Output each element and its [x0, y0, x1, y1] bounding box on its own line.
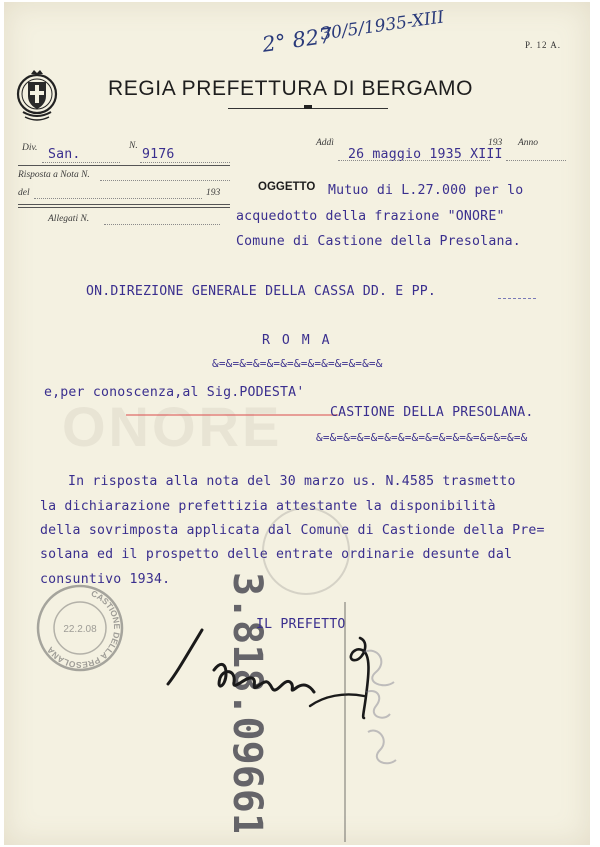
protocol-number: 9176 [142, 147, 175, 162]
cc-line: e,per conoscenza,al Sig.PODESTA' [44, 385, 305, 400]
del-rule [34, 198, 202, 199]
date-rule [338, 160, 490, 161]
risposta-rule [100, 180, 230, 181]
del-suffix: 193 [206, 188, 221, 198]
vertical-number-text: 3.818.09661 [224, 572, 270, 832]
recipient-line: ON.DIREZIONE GENERALE DELLA CASSA DD. E PP. [86, 284, 437, 299]
decorative-line-1: &=&=&=&=&=&=&=&=&=&=&=&=& [212, 357, 383, 370]
allegati-label: Allegati N. [48, 214, 90, 224]
coat-of-arms-icon [15, 68, 59, 128]
oggetto-line-2: acquedotto della frazione "ONORE" [236, 209, 505, 224]
n-label: N. [129, 141, 138, 151]
faint-stamp [262, 507, 350, 595]
divider-line [18, 207, 230, 208]
body-line-2: la dichiarazione prefettizia attestante la disponibilità [40, 499, 496, 514]
red-underline [126, 414, 338, 416]
body-line-4: solana ed il prospetto delle entrate ordinarie desunte dal [40, 547, 513, 562]
addi-label: Addì [316, 138, 334, 148]
handwritten-protocol-number: 2° 827 [260, 23, 334, 57]
year-label: 193 [488, 138, 503, 148]
div-value: San. [48, 147, 81, 162]
body-line-1: In risposta alla nota del 30 marzo us. N.4585 trasmetto [68, 474, 516, 489]
onore-watermark: ONORE [62, 395, 283, 458]
page-reference: P. 12 A. [525, 40, 562, 50]
decorative-line-2: &=&=&=&=&=&=&=&=&=&=&=&=&=&=&=& [316, 431, 528, 444]
n-rule [140, 162, 230, 163]
anno-rule [506, 160, 566, 161]
div-rule [42, 162, 120, 163]
round-stamp [34, 582, 126, 674]
anno-label: Anno [518, 138, 539, 148]
body-line-5: consuntivo 1934. [40, 572, 171, 587]
stamp-date: 22.2.08 [63, 624, 97, 635]
divider-line [18, 204, 230, 205]
div-label: Div. [22, 143, 38, 153]
stamp-text: CASTIONE DELLA PRESOLANA [44, 588, 123, 671]
cc-place: CASTIONE DELLA PRESOLANA. [330, 405, 534, 420]
signature-title: IL PREFETTO [256, 617, 346, 632]
recipient-city: R O M A [262, 333, 332, 348]
pencil-annotation [354, 642, 424, 782]
margin-mark [498, 298, 536, 299]
risposta-label: Risposta a Nota N. [18, 170, 90, 180]
document-page [4, 2, 590, 845]
del-label: del [18, 188, 30, 198]
oggetto-line-3: Comune di Castione della Presolana. [236, 234, 521, 249]
document-date: 26 maggio 1935 XIII [348, 147, 503, 162]
page-title: REGIA PREFETTURA DI BERGAMO [108, 77, 474, 100]
divider-line [18, 165, 230, 166]
handwritten-protocol-date: 30/5/1935-XIII [319, 7, 446, 45]
title-ornament [304, 105, 312, 109]
margin-line [344, 602, 346, 842]
oggetto-line-1: Mutuo di L.27.000 per lo [328, 183, 524, 198]
allegati-rule [104, 224, 220, 225]
oggetto-label: OGGETTO [258, 181, 316, 193]
body-line-3: della sovrimposta applicata dal Comune di Castionde della Pre= [40, 523, 545, 538]
